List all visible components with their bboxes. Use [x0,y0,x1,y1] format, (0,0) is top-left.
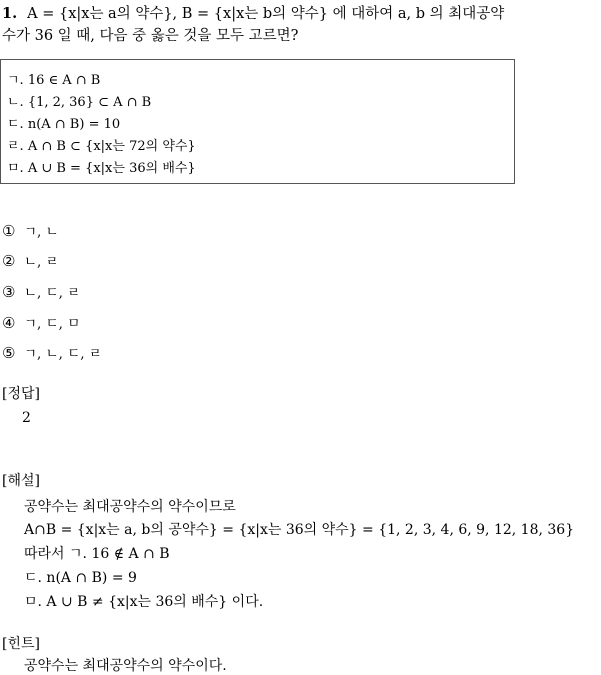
explanation-line: 따라서 ㄱ. 16 ∉ A ∩ B [24,546,170,562]
choice-mark: ② [2,252,16,270]
choice-mark: ④ [2,314,16,332]
hint-text: 공약수는 최대공약수의 약수이다. [24,658,227,674]
statement-item: ㅁ. A ∪ B = {x|x는 36의 배수} [7,161,196,176]
question-line-1 [2,2,504,23]
choice-text: ㄱ, ㄷ, ㅁ [24,316,81,332]
question-text-1: A = {x|x는 a의 약수}, B = {x|x는 b의 약수} 에 대하여 a, b 의 최대공약 [27,6,505,22]
explanation-line: ㄷ. n(A ∩ B) = 9 [24,570,137,586]
statement-item: ㄴ. {1, 2, 36} ⊂ A ∩ B [7,95,152,110]
choice-text: ㄱ, ㄴ [24,224,59,240]
hint-label: [힌트] [2,636,40,652]
choice-2[interactable] [2,250,59,270]
choice-mark: ⑤ [2,344,16,362]
question-number: 1. [2,5,18,22]
choice-1[interactable] [2,220,59,240]
explanation-line: A∩B = {x|x는 a, b의 공약수} = {x|x는 36의 약수} = {1, 2, 3, 4, 6, 9, 12, 18, 36} [24,522,575,538]
statement-item: ㄹ. A ∩ B ⊂ {x|x는 72의 약수} [7,139,196,154]
explanation-line: 공약수는 최대공약수의 약수이므로 [24,499,236,515]
choice-3[interactable] [2,281,80,301]
answer-label: [정답] [2,386,40,402]
explanation-label: [해설] [2,473,40,489]
statement-item: ㄱ. 16 ∈ A ∩ B [7,73,101,88]
choice-text: ㄴ, ㄷ, ㄹ [24,285,81,301]
answer-value: 2 [22,410,31,426]
choice-text: ㄱ, ㄴ, ㄷ, ㄹ [24,346,102,362]
choice-text: ㄴ, ㄹ [24,254,59,270]
choice-mark: ③ [2,283,16,301]
explanation-line: ㅁ. A ∪ B ≠ {x|x는 36의 배수} 이다. [24,594,264,610]
choice-4[interactable] [2,312,80,332]
choice-5[interactable] [2,342,102,362]
statement-box [0,59,515,184]
choice-mark: ① [2,222,16,240]
question-line-2: 수가 36 일 때, 다음 중 옳은 것을 모두 고르면? [2,28,299,44]
statement-item: ㄷ. n(A ∩ B) = 10 [7,117,121,132]
